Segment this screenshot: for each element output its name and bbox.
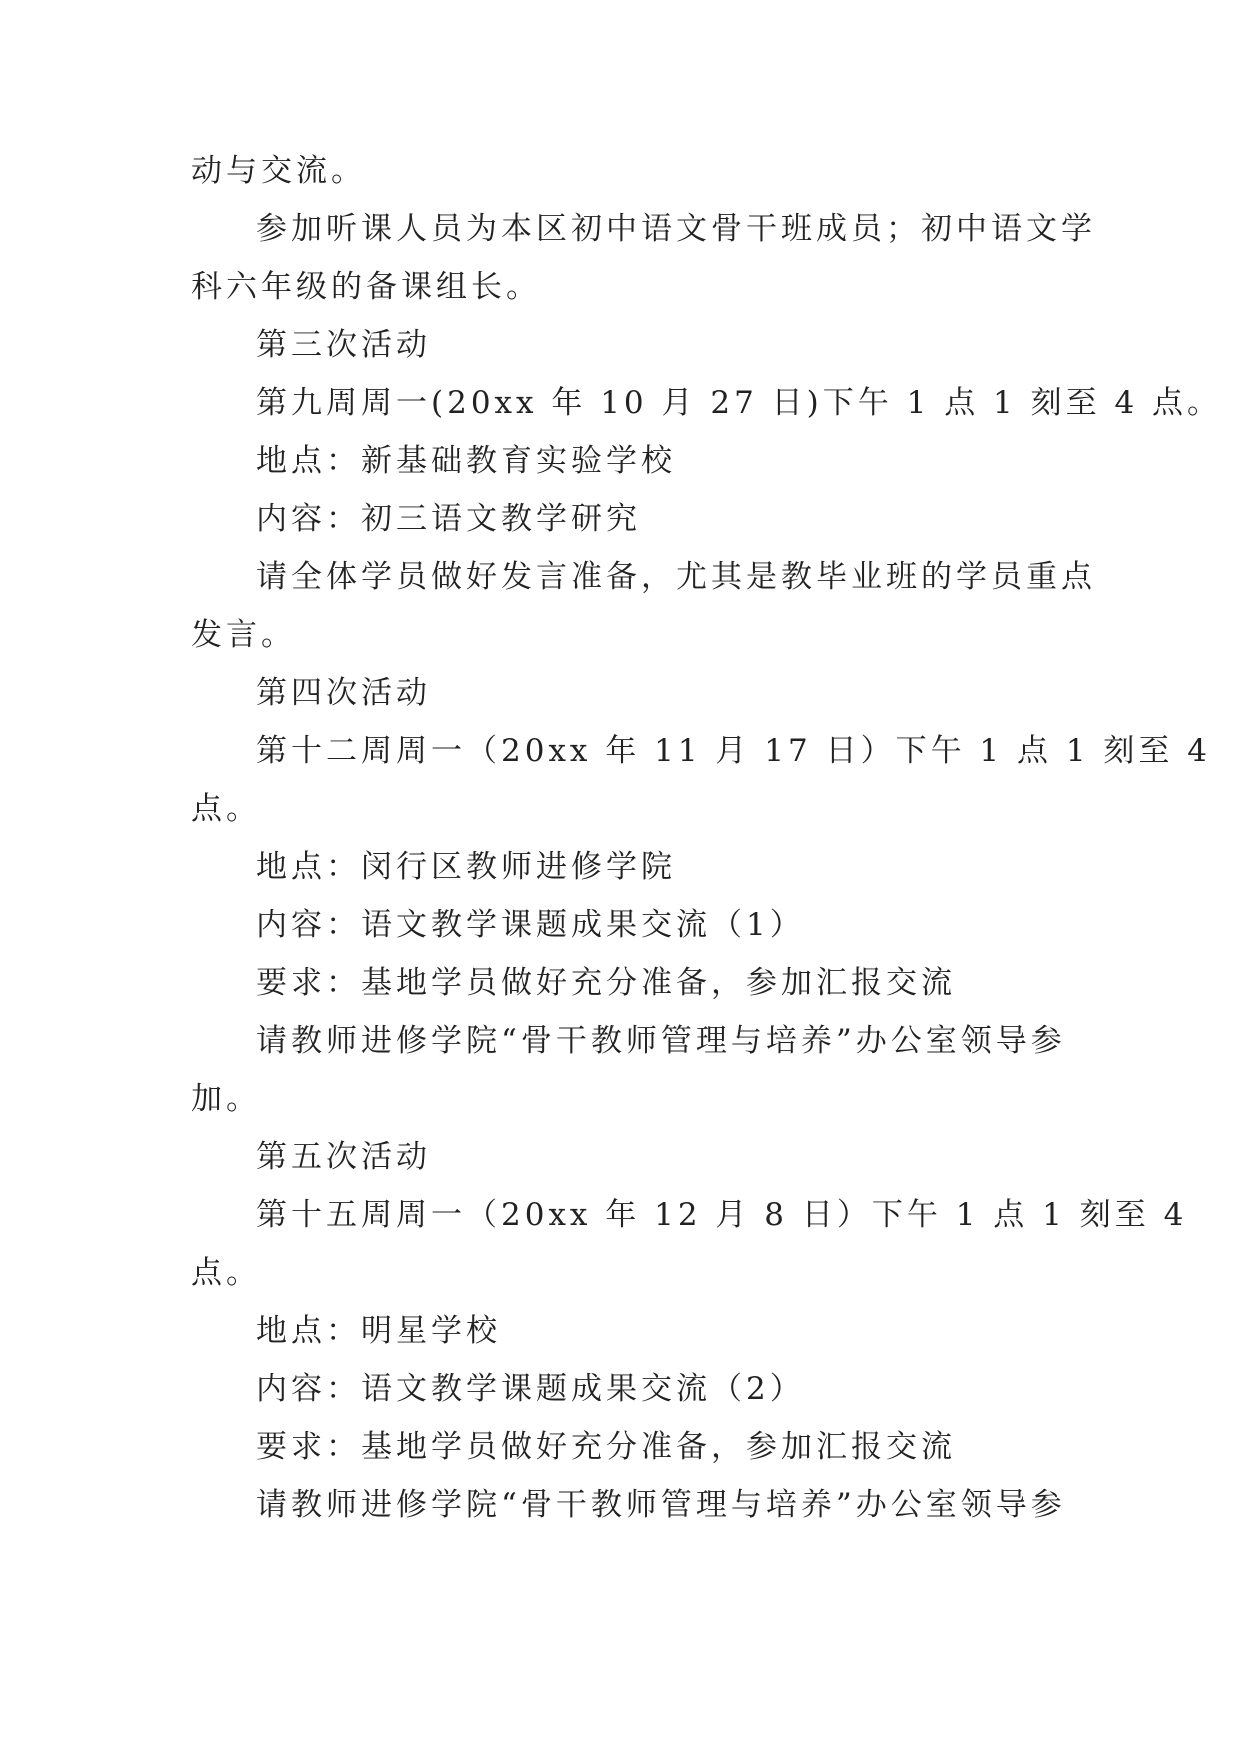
schedule-line: 第十二周周一（20xx 年 11 月 17 日）下午 1 点 1 刻至 4 — [256, 733, 1212, 769]
schedule-line: 第十五周周一（20xx 年 12 月 8 日）下午 1 点 1 刻至 4 — [256, 1197, 1188, 1233]
section-heading: 第五次活动 — [256, 1139, 431, 1175]
paragraph-line: 请全体学员做好发言准备，尤其是教毕业班的学员重点 — [256, 559, 1096, 595]
paragraph-line: 科六年级的备课组长。 — [191, 269, 541, 305]
location-line: 地点：闵行区教师进修学院 — [256, 849, 676, 885]
paragraph-line: 点。 — [191, 791, 261, 827]
section-heading: 第四次活动 — [256, 675, 431, 711]
requirement-line: 要求：基地学员做好充分准备，参加汇报交流 — [256, 965, 956, 1001]
content-line: 内容：语文教学课题成果交流（2） — [256, 1371, 805, 1407]
paragraph-line: 请教师进修学院“骨干教师管理与培养”办公室领导参 — [256, 1487, 1066, 1523]
paragraph-line: 发言。 — [191, 617, 296, 653]
paragraph-line: 参加听课人员为本区初中语文骨干班成员；初中语文学 — [256, 211, 1096, 247]
location-line: 地点：新基础教育实验学校 — [256, 443, 676, 479]
paragraph-line: 动与交流。 — [191, 153, 366, 189]
content-line: 内容：初三语文教学研究 — [256, 501, 641, 537]
location-line: 地点：明星学校 — [256, 1313, 501, 1349]
paragraph-line: 点。 — [191, 1255, 261, 1291]
schedule-line: 第九周周一(20xx 年 10 月 27 日)下午 1 点 1 刻至 4 点。 — [256, 385, 1223, 421]
section-heading: 第三次活动 — [256, 327, 431, 363]
paragraph-line: 加。 — [191, 1081, 261, 1117]
content-line: 内容：语文教学课题成果交流（1） — [256, 907, 805, 943]
requirement-line: 要求：基地学员做好充分准备，参加汇报交流 — [256, 1429, 956, 1465]
document-body — [191, 152, 1223, 1544]
paragraph-line: 请教师进修学院“骨干教师管理与培养”办公室领导参 — [256, 1023, 1066, 1059]
